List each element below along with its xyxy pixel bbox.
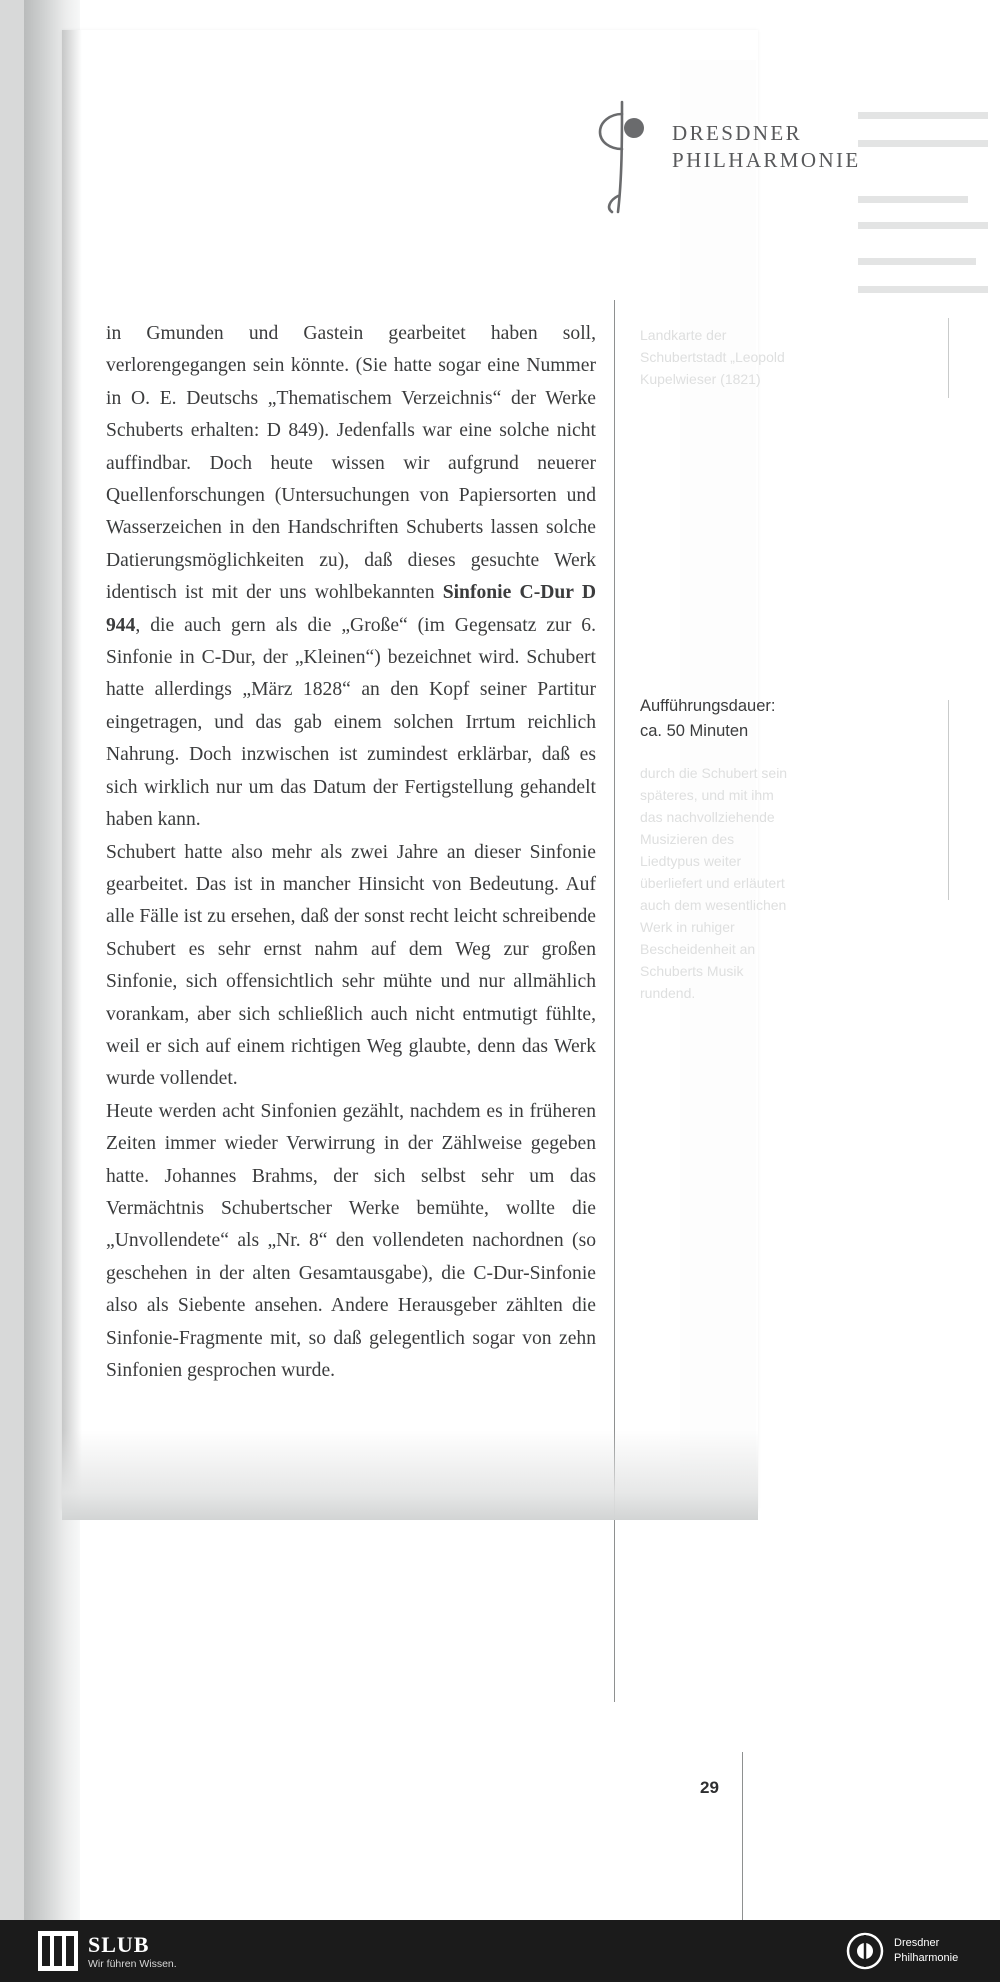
paragraph-3: Heute werden acht Sinfonien gezählt, nachdem es in früheren Zeiten immer wieder Verwirrung in der Zählweise gegeben hatte. Johannes Brahms, der sich selbst sehr um das Vermächtnis Schubertscher Werke bemühte, wollte die „Unvollendete“ als „Nr. 8“ den vollendeten nachordnen (so geschehen in der alten Gesamtausgabe), die C-Dur-Sinfonie also als Siebente ansehen. Andere Herausgeber zählten die Sinfonie-Fragmente mit, so daß gelegentlich sogar von zehn Sinfonien gesprochen wurde. bbox=[106, 1100, 596, 1381]
bleed-bar bbox=[858, 222, 988, 229]
dp-monogram-icon bbox=[592, 100, 652, 210]
bleed-bar bbox=[858, 258, 976, 265]
work-title: Sinfonie C-Dur D 944 bbox=[106, 582, 596, 636]
bleed-bar bbox=[858, 196, 968, 203]
paragraph-1 bbox=[106, 318, 596, 837]
slub-logo-icon bbox=[38, 1931, 78, 1971]
folio-divider bbox=[742, 1752, 743, 1922]
side-note-line-2: ca. 50 Minuten bbox=[640, 722, 749, 740]
article-body bbox=[106, 318, 596, 1387]
paragraph-2: Schubert hatte also mehr als zwei Jahre an dieser Sinfonie gearbeitet. Das ist in mancher Hinsicht von Bedeutung. Auf alle Fälle ist zu ersehen, daß der sonst recht leicht schreibende Schubert es sehr ernst nahm auf dem Weg zur großen Sinfonie, sich offensichtlich sehr mühte und nur allmählich vorankam, aber sich schließlich auch nicht entmutigt fühlte, weil er sich auf einem richtigen Weg glaubte, denn das Werk wurde vollendet. bbox=[106, 841, 596, 1090]
bleed-through-paragraph: durch die Schubert sein späteres, und mit ihm das nachvollziehende Musizieren des Liedtypus weiter überliefert und erläutert auch dem wesentlichen Werk in ruhiger Bescheidenheit an Schuberts Musik rundend. bbox=[640, 765, 788, 1001]
paragraph-1-part-b: , die auch gern als die „Große“ (im Gegensatz zur 6. Sinfonie in C-Dur, der „Kleinen“) bezeichnet wird. Schubert hatte allerdings „März 1828“ an den Kopf seiner Partitur eingetragen, und das gab einem solchen Irrtum reichlich Nahrung. Doch inzwischen ist zumindest erklärbar, daß es sich wirklich nur um das Datum der Fertigstellung gehandelt haben kann. bbox=[106, 614, 596, 831]
bleed-bar bbox=[858, 112, 988, 119]
viewer-footer-bar bbox=[0, 1920, 1000, 1982]
page-number: 29 bbox=[700, 1778, 719, 1797]
slub-tagline: Wir führen Wissen. bbox=[88, 1958, 177, 1970]
dresdner-philharmonie-wordmark bbox=[894, 1936, 958, 1966]
dp-footer-line-1: Dresdner bbox=[894, 1937, 940, 1949]
side-note-line-1: Aufführungsdauer: bbox=[640, 697, 776, 715]
slub-wordmark: SLUB bbox=[88, 1932, 150, 1957]
bleed-bar bbox=[858, 286, 988, 293]
page-bottom-shadow bbox=[62, 1430, 758, 1520]
publisher-logo bbox=[592, 110, 861, 190]
publisher-logo-text bbox=[672, 120, 861, 174]
logo-line-2: PHILHARMONIE bbox=[672, 148, 861, 172]
page-edge-shadow bbox=[62, 30, 82, 1510]
dresdner-philharmonie-logo-icon bbox=[846, 1932, 884, 1970]
bleed-through-caption: Landkarte der Schubertstadt „Leopold Kupelwieser (1821) bbox=[640, 327, 785, 387]
bleed-bar bbox=[858, 140, 988, 147]
paragraph-1-part-a: in Gmunden und Gastein gearbeitet haben soll, verlorengegangen sein könnte. (Sie hatte sogar eine Nummer in O. E. Deutschs „Thematischem Verzeichnis“ der Werke Schuberts erhalten: D 849). Jedenfalls war eine solche nicht auffindbar. Doch heute wissen wir aufgrund neuerer Quellenforschungen (Untersuchungen von Papiersorten und Wasserzeichen in den Handschriften Schuberts lassen solche Datierungsmöglichkeiten zu), daß dieses gesuchte Werk identisch ist mit der uns wohlbekannten bbox=[106, 323, 596, 604]
logo-line-1: DRESDNER bbox=[672, 121, 803, 145]
bleed-rule bbox=[948, 318, 949, 398]
dp-footer-line-2: Philharmonie bbox=[894, 1952, 959, 1964]
performance-duration-note bbox=[640, 694, 780, 744]
bleed-rule bbox=[948, 700, 949, 900]
